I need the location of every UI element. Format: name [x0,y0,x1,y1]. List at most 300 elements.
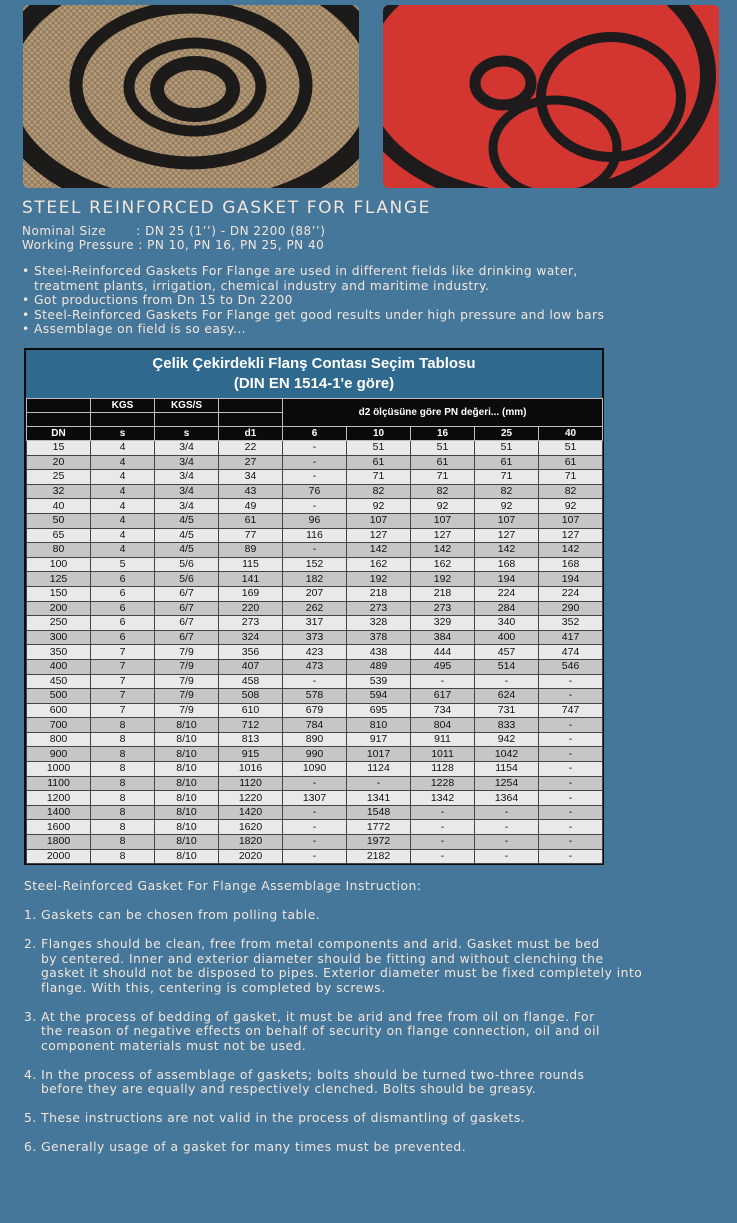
feature-item: • Got productions from Dn 15 to Dn 2200 [22,293,293,307]
table-cell: - [411,805,475,820]
table-cell: 4 [91,543,155,558]
photo-black-gaskets-on-mat [23,5,359,188]
table-cell: 800 [27,732,91,747]
table-row [27,441,603,456]
table-cell: - [283,820,347,835]
table-row [27,528,603,543]
table-cell: - [475,674,539,689]
table-cell: 3/4 [155,455,219,470]
table-cell: - [539,674,603,689]
table-cell: 127 [539,528,603,543]
table-cell: 71 [347,470,411,485]
table-cell: 695 [347,703,411,718]
table-cell: - [539,732,603,747]
table-row [27,762,603,777]
instruction-step-text: 6. Generally usage of a gasket for many times must be prevented. [24,1140,467,1154]
table-row [27,689,603,704]
table-cell: 473 [283,659,347,674]
table-cell: 2182 [347,849,411,864]
table-cell: 207 [283,586,347,601]
table-cell: - [283,849,347,864]
table-cell: 328 [347,616,411,631]
table-cell: 317 [283,616,347,631]
table-cell: 8/10 [155,820,219,835]
table-cell: 5 [91,557,155,572]
column-header: 16 [411,427,475,441]
table-cell: - [411,674,475,689]
table-cell: 2000 [27,849,91,864]
header-blank [27,399,91,413]
table-cell: 474 [539,645,603,660]
table-cell: 8/10 [155,762,219,777]
table-row [27,718,603,733]
table-cell: 4 [91,513,155,528]
table-cell: 142 [475,543,539,558]
table-cell: 273 [347,601,411,616]
table-cell: 458 [219,674,283,689]
table-row [27,645,603,660]
table-cell: 127 [475,528,539,543]
table-cell: 8/10 [155,732,219,747]
table-cell: 3/4 [155,484,219,499]
table-cell: 7/9 [155,689,219,704]
table-cell: 1000 [27,762,91,777]
column-header: 6 [283,427,347,441]
table-cell: 340 [475,616,539,631]
table-row [27,543,603,558]
table-cell: 92 [411,499,475,514]
table-cell: 1011 [411,747,475,762]
instruction-step [24,1111,714,1126]
table-cell: 890 [283,732,347,747]
table-row [27,674,603,689]
column-header: 40 [539,427,603,441]
table-cell: 610 [219,703,283,718]
table-cell: 617 [411,689,475,704]
table-cell: 142 [539,543,603,558]
table-title [26,350,602,398]
data-table [26,398,603,864]
table-cell: 15 [27,441,91,456]
instruction-step-continued: flange. With this, centering is completed by screws. [41,980,386,995]
feature-item: • Assemblage on field is so easy... [22,322,246,336]
column-header: 25 [475,427,539,441]
table-cell: 407 [219,659,283,674]
column-header: DN [27,427,91,441]
table-cell: 61 [539,455,603,470]
table-cell: 7/9 [155,703,219,718]
table-cell: 77 [219,528,283,543]
table-row [27,659,603,674]
table-cell: 2020 [219,849,283,864]
header-blank [219,399,283,413]
table-cell: 82 [539,484,603,499]
table-cell: 162 [411,557,475,572]
table-cell: 100 [27,557,91,572]
table-row [27,805,603,820]
table-cell: 400 [27,659,91,674]
table-cell: 20 [27,455,91,470]
table-cell: 107 [347,513,411,528]
table-cell: 8 [91,776,155,791]
table-cell: 71 [475,470,539,485]
table-cell: 8/10 [155,849,219,864]
table-cell: 162 [347,557,411,572]
table-cell: 250 [27,616,91,631]
header-kgss: KGS/S [155,399,219,413]
table-cell: 51 [347,441,411,456]
table-cell: 61 [219,513,283,528]
table-cell: 1254 [475,776,539,791]
table-cell: 8 [91,732,155,747]
table-cell: 444 [411,645,475,660]
instruction-step [24,937,714,995]
table-cell: 1017 [347,747,411,762]
table-cell: 352 [539,616,603,631]
table-cell: - [539,835,603,850]
table-cell: 71 [411,470,475,485]
table-cell: 324 [219,630,283,645]
table-cell: 224 [475,586,539,601]
table-cell: 6/7 [155,586,219,601]
table-cell: 813 [219,732,283,747]
table-title-line2: (DIN EN 1514-1'e göre) [233,375,395,392]
table-cell: 1772 [347,820,411,835]
table-cell: 4/5 [155,528,219,543]
table-row [27,513,603,528]
table-cell: 7 [91,689,155,704]
table-cell: 457 [475,645,539,660]
table-cell: - [411,835,475,850]
table-cell: 1128 [411,762,475,777]
table-cell: 804 [411,718,475,733]
table-cell: 34 [219,470,283,485]
table-row [27,776,603,791]
table-cell: 1342 [411,791,475,806]
table-cell: 450 [27,674,91,689]
table-cell: 1042 [475,747,539,762]
table-cell: 8/10 [155,718,219,733]
table-cell: 1228 [411,776,475,791]
table-cell: 92 [475,499,539,514]
table-cell: - [475,820,539,835]
table-cell: 200 [27,601,91,616]
table-cell: - [283,805,347,820]
table-cell: 7 [91,703,155,718]
table-cell: 169 [219,586,283,601]
table-cell: 82 [411,484,475,499]
table-cell: 6 [91,630,155,645]
table-cell: 384 [411,630,475,645]
table-cell: 107 [475,513,539,528]
table-row [27,630,603,645]
table-cell: 1341 [347,791,411,806]
table-cell: 489 [347,659,411,674]
table-cell: - [539,718,603,733]
table-cell: 833 [475,718,539,733]
table-cell: 1548 [347,805,411,820]
table-cell: 51 [539,441,603,456]
table-cell: 3/4 [155,470,219,485]
table-cell: 6/7 [155,630,219,645]
table-cell: 107 [539,513,603,528]
instruction-step-continued: by centered. Inner and exterior diameter should be fitting and without clenching the [41,951,604,966]
table-cell: 1972 [347,835,411,850]
table-cell: 80 [27,543,91,558]
table-cell: - [539,849,603,864]
table-cell: 731 [475,703,539,718]
table-cell: 8 [91,805,155,820]
table-cell: 911 [411,732,475,747]
table-cell: 8/10 [155,805,219,820]
table-cell: 6 [91,572,155,587]
spec-working-pressure: Working Pressure : PN 10, PN 16, PN 25, PN 40 [22,238,325,252]
table-cell: 900 [27,747,91,762]
table-row [27,835,603,850]
table-cell: - [283,835,347,850]
table-cell: 734 [411,703,475,718]
table-cell: 92 [347,499,411,514]
table-cell: 495 [411,659,475,674]
table-cell: 107 [411,513,475,528]
instruction-step [24,1068,714,1097]
table-cell: 915 [219,747,283,762]
table-cell: 1420 [219,805,283,820]
table-cell: 600 [27,703,91,718]
table-cell: 679 [283,703,347,718]
table-row [27,484,603,499]
table-cell: 82 [347,484,411,499]
table-cell: 192 [411,572,475,587]
table-cell: 25 [27,470,91,485]
table-cell: - [539,776,603,791]
assemblage-instructions [24,879,714,1169]
table-cell: 218 [347,586,411,601]
table-cell: 4 [91,455,155,470]
header-kgs: KGS [91,399,155,413]
table-cell: - [539,791,603,806]
table-cell: 127 [347,528,411,543]
table-cell: - [475,805,539,820]
table-cell: 8/10 [155,776,219,791]
table-cell: 1100 [27,776,91,791]
table-cell: 8 [91,791,155,806]
table-cell: 1220 [219,791,283,806]
instruction-step-continued: before they are equally and respectively clenched. Bolts should be greasy. [41,1082,537,1096]
table-cell: - [283,455,347,470]
table-cell: 1154 [475,762,539,777]
table-cell: 32 [27,484,91,499]
table-cell: 50 [27,513,91,528]
table-row [27,820,603,835]
table-title-line1: Çelik Çekirdekli Flanş Contası Seçim Tablosu [152,355,476,372]
table-cell: 182 [283,572,347,587]
table-cell: 942 [475,732,539,747]
table-cell: 116 [283,528,347,543]
table-cell: 378 [347,630,411,645]
table-cell: 61 [411,455,475,470]
table-cell: 273 [411,601,475,616]
table-cell: 49 [219,499,283,514]
table-cell: 51 [475,441,539,456]
table-cell: 82 [475,484,539,499]
header-blank [91,413,155,427]
table-cell: 22 [219,441,283,456]
table-cell: 65 [27,528,91,543]
table-cell: 273 [219,616,283,631]
table-cell: 8 [91,762,155,777]
table-cell: 1600 [27,820,91,835]
table-cell: 784 [283,718,347,733]
table-cell: - [283,776,347,791]
column-header: 10 [347,427,411,441]
table-cell: 423 [283,645,347,660]
table-cell: 1620 [219,820,283,835]
table-cell: 7/9 [155,659,219,674]
instruction-step [24,908,714,923]
table-cell: - [475,835,539,850]
instruction-step-text: 4. In the process of assemblage of gaskets; bolts should be turned two-three rounds [24,1067,585,1082]
table-cell: 43 [219,484,283,499]
table-cell: 168 [475,557,539,572]
table-cell: - [539,689,603,704]
header-blank [27,413,91,427]
table-cell: 51 [411,441,475,456]
table-cell: - [283,441,347,456]
table-cell: 27 [219,455,283,470]
table-cell: 417 [539,630,603,645]
instruction-step [24,1140,714,1155]
table-cell: 61 [475,455,539,470]
table-row [27,703,603,718]
table-cell: 1016 [219,762,283,777]
table-cell: 220 [219,601,283,616]
table-cell: 300 [27,630,91,645]
table-cell: - [539,747,603,762]
table-cell: 7/9 [155,645,219,660]
instruction-step-continued: gasket it should not be disposed to pipes. Exterior diameter must be fixed completely into [41,966,643,980]
instruction-step-text: 3. At the process of bedding of gasket, it must be arid and free from oil on flange. For [24,1009,595,1024]
table-cell: 1400 [27,805,91,820]
instruction-step-continued: component materials must not be used. [41,1038,307,1053]
table-cell: 810 [347,718,411,733]
table-cell: 115 [219,557,283,572]
table-cell: 141 [219,572,283,587]
gasket-selection-table [24,348,604,865]
table-cell: 712 [219,718,283,733]
table-cell: 8/10 [155,791,219,806]
header-blank [155,413,219,427]
table-cell: 546 [539,659,603,674]
table-row [27,791,603,806]
table-cell: 192 [347,572,411,587]
table-cell: 6 [91,601,155,616]
table-cell: 218 [411,586,475,601]
column-header: d1 [219,427,283,441]
table-row [27,455,603,470]
photo-black-gaskets-on-red [383,5,719,188]
header-pn-group: d2 ölçüsüne göre PN değeri... (mm) [283,399,603,427]
page-title: STEEL REINFORCED GASKET FOR FLANGE [22,198,431,218]
table-row [27,557,603,572]
table-cell: 8 [91,849,155,864]
table-cell: 400 [475,630,539,645]
table-cell: 6/7 [155,616,219,631]
table-cell: 594 [347,689,411,704]
table-cell: 150 [27,586,91,601]
table-cell: 8 [91,747,155,762]
feature-item: • Steel-Reinforced Gaskets For Flange get good results under high pressure and low bars [22,307,605,322]
table-row [27,747,603,762]
table-cell: 350 [27,645,91,660]
table-cell: - [411,849,475,864]
table-cell: 142 [411,543,475,558]
feature-list [22,264,722,337]
table-cell: - [283,499,347,514]
table-cell: 142 [347,543,411,558]
table-row [27,499,603,514]
table-cell: 152 [283,557,347,572]
table-cell: - [283,470,347,485]
table-cell: 5/6 [155,572,219,587]
table-cell: 624 [475,689,539,704]
instruction-step-text: 5. These instructions are not valid in the process of dismantling of gaskets. [24,1111,526,1125]
table-cell: 4 [91,470,155,485]
table-cell: 1200 [27,791,91,806]
table-cell: 284 [475,601,539,616]
table-cell: 747 [539,703,603,718]
table-cell: 71 [539,470,603,485]
feature-item: • Steel-Reinforced Gaskets For Flange are used in different fields like drinking water, [22,264,578,278]
table-cell: 8/10 [155,835,219,850]
table-cell: 8/10 [155,747,219,762]
table-cell: 1090 [283,762,347,777]
table-cell: 290 [539,601,603,616]
table-cell: 4 [91,484,155,499]
table-cell: 700 [27,718,91,733]
table-cell: 224 [539,586,603,601]
table-cell: - [539,762,603,777]
table-cell: 6 [91,616,155,631]
table-cell: 194 [475,572,539,587]
table-cell: 356 [219,645,283,660]
table-cell: - [283,543,347,558]
table-cell: 4/5 [155,513,219,528]
table-cell: 40 [27,499,91,514]
table-row [27,470,603,485]
table-cell: 127 [411,528,475,543]
table-cell: 7 [91,659,155,674]
table-cell: 1364 [475,791,539,806]
table-cell: 1307 [283,791,347,806]
table-cell: 578 [283,689,347,704]
table-cell: 76 [283,484,347,499]
table-row [27,732,603,747]
table-cell: 4 [91,499,155,514]
table-cell: 61 [347,455,411,470]
table-cell: 1800 [27,835,91,850]
instruction-step-text: 2. Flanges should be clean, free from metal components and arid. Gasket must be bed [24,937,600,951]
table-cell: - [411,820,475,835]
table-cell: 5/6 [155,557,219,572]
table-cell: 8 [91,835,155,850]
table-cell: 539 [347,674,411,689]
table-cell: 125 [27,572,91,587]
table-cell: 194 [539,572,603,587]
table-cell: 438 [347,645,411,660]
table-row [27,849,603,864]
table-cell: - [539,805,603,820]
